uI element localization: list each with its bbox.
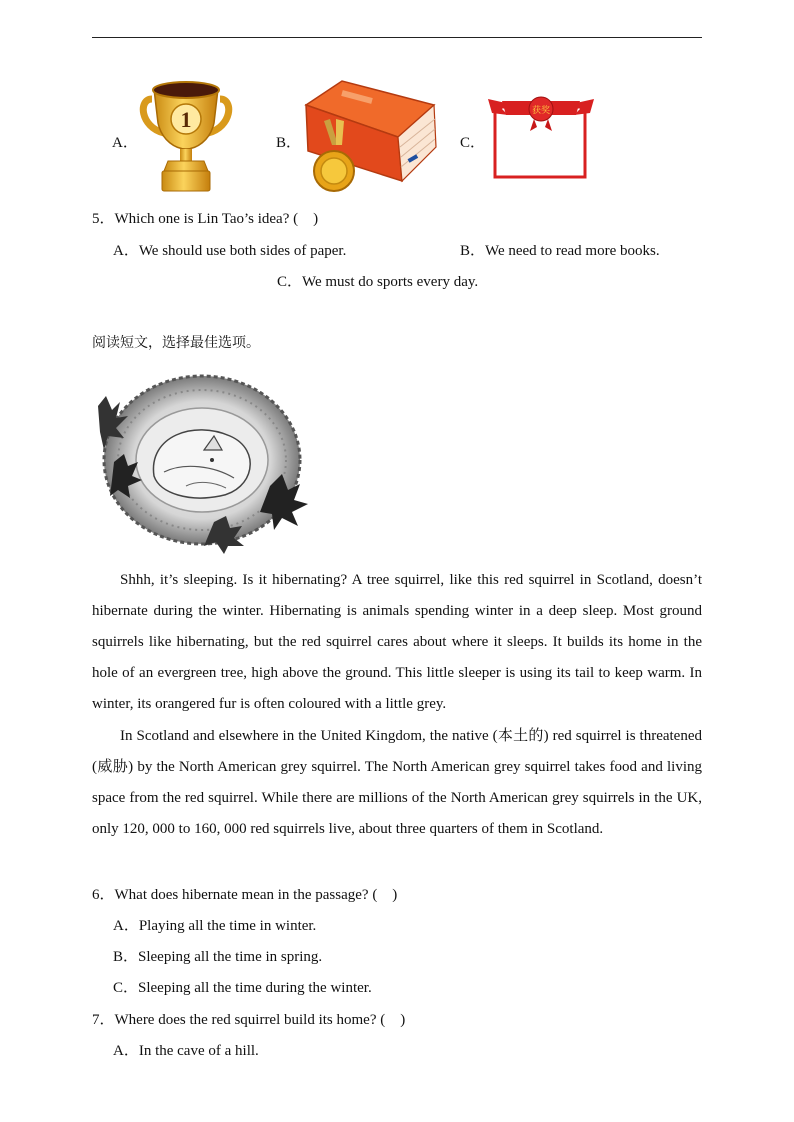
question-7-stem: 7．Where does the red squirrel build its home? ( ) <box>92 1012 406 1028</box>
passage-paragraph-2: In Scotland and elsewhere in the United Kingdom, the native (本土的) red squirrel is threatened (威胁) by the North American grey squirrel. The North American grey squirrel takes food and living space from the red squirrel. While there are millions of the North American grey squirrels in the UK, only 120, 000 to 160, 000 red squirrels live, about three quarters of them in Scotland. <box>92 728 702 837</box>
book-with-medal-icon[interactable] <box>302 79 438 197</box>
passage-paragraph-1: Shhh, it’s sleeping. Is it hibernating? A tree squirrel, like this red squirrel in Scotland, doesn’t hibernate during the winter. Hibernating is animals spending winter in a deep sleep. Most ground squirrels like hibernating, but the red squirrel cares about where it sleeps. It builds its home in the hole of an evergreen tree, high above the ground. This little sleeper is using its tail to keep warm. In winter, its orangered fur is often coloured with a little grey. <box>92 572 702 712</box>
question-6-option-c[interactable]: C．Sleeping all the time during the winter. <box>113 980 372 996</box>
q4-option-b-label[interactable]: B． <box>276 135 302 151</box>
certificate-ribbon-text: 获奖 <box>531 106 551 116</box>
question-5-option-b[interactable]: B．We need to read more books. <box>460 243 660 259</box>
question-6-option-b[interactable]: B．Sleeping all the time in spring. <box>113 949 323 965</box>
question-6-option-a[interactable]: A．Playing all the time in winter. <box>113 918 317 934</box>
q4-option-a-label[interactable]: A． <box>112 135 138 151</box>
question-5-option-c[interactable]: C．We must do sports every day. <box>277 274 479 290</box>
section-instruction: 阅读短文，选择最佳选项。 <box>92 335 260 351</box>
certificate-award-icon[interactable] <box>488 95 598 179</box>
header-rule <box>92 37 702 38</box>
sleeping-squirrel-illustration-icon <box>94 366 314 554</box>
q4-option-c-label[interactable]: C． <box>460 135 486 151</box>
svg-text:1: 1 <box>180 107 192 132</box>
question-7-option-a[interactable]: A．In the cave of a hill. <box>113 1043 259 1059</box>
question-6-stem: 6．What does hibernate mean in the passage? ( ) <box>92 887 398 903</box>
trophy-cup-icon[interactable] <box>138 77 234 197</box>
question-5-option-a[interactable]: A．We should use both sides of paper. <box>113 243 347 259</box>
question-5-stem: 5．Which one is Lin Tao’s idea? ( ) <box>92 211 319 227</box>
